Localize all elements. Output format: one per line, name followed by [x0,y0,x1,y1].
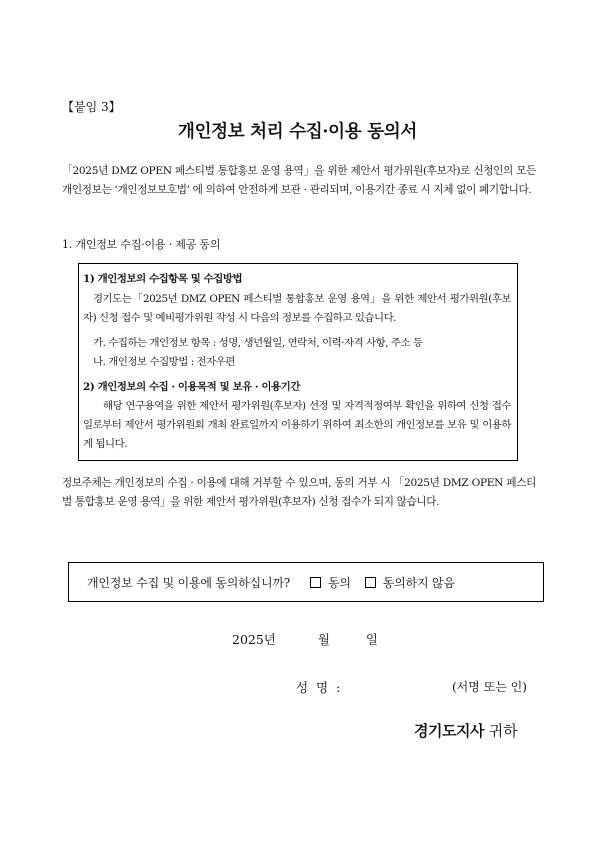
consent-box [68,562,544,602]
section1-heading: 1. 개인정보 수집·이용 · 제공 동의 [62,238,221,251]
date-day-label: 일 [365,632,378,647]
agree-option[interactable] [310,574,351,591]
page-title: 개인정보 처리 수집·이용 동의서 [177,122,418,142]
agree-label: 동의 [327,575,351,590]
recipient-suffix: 귀하 [488,722,518,740]
agree-checkbox[interactable] [310,577,321,588]
date-line [232,630,378,648]
date-year: 2025년 [232,632,276,647]
date-month-label: 월 [317,632,330,647]
item2-heading: 2) 개인정보의 수집 · 이용목적 및 보유 · 이용기간 [83,381,300,393]
disagree-label: 동의하지 않음 [382,575,455,590]
item1-sub-b: 나. 개인정보 수집방법 : 전자우편 [93,356,235,368]
disagree-checkbox[interactable] [365,577,376,588]
signature-note: (서명 또는 인) [452,680,527,694]
recipient-org: 경기도지사 [414,722,484,740]
refusal-paragraph: 정보주체는 개인정보의 수집 · 이용에 대해 거부할 수 있으며, 동의 거부 시 「2025년 DMZ OPEN 페스티벌 통합홍보 운영 용역」을 위한 제안서 평가위원(후보자) 신청 접수가 되지 않습니다. [62,477,536,508]
disagree-option[interactable] [365,574,455,591]
info-box [78,263,518,461]
recipient [414,720,518,741]
item1-heading: 1) 개인정보의 수집항목 및 수집방법 [83,273,243,285]
signature-name-label: 성 명 : [296,680,343,695]
consent-question: 개인정보 수집 및 이용에 동의하십니까? [87,575,290,590]
item2-text: 해당 연구용역을 위한 제안서 평가위원(후보자) 선정 및 자격적정여부 확인을 위하여 신청 접수일로부터 제안서 평가위원회 개최 완료일까지 이용하기 위하여 최소한의 개인정보를 보유 및 이용하게 됩니다. [83,400,511,450]
item1-text: 경기도는「2025년 DMZ OPEN 페스티벌 통합홍보 운영 용역」을 위한 제안서 평가위원(후보자) 신청 접수 및 예비평가위원 작성 시 다음의 정보를 수집하고 있습니다. [83,293,511,324]
item1-sub-a: 가. 수집하는 개인정보 항목 : 성명, 생년월일, 연락처, 이력·자격 사항, 주소 등 [93,337,423,349]
intro-paragraph: 「2025년 DMZ OPEN 페스티벌 통합홍보 운영 용역」을 위한 제안서 평가위원(후보자)로 신청인의 모든 개인정보는 ‘개인정보보호법’ 에 의하여 안전하게 보관 · 관리되며, 이용기간 종료 시 지체 없이 폐기합니다. [62,165,536,196]
attachment-label: 【붙임 3】 [62,100,121,114]
